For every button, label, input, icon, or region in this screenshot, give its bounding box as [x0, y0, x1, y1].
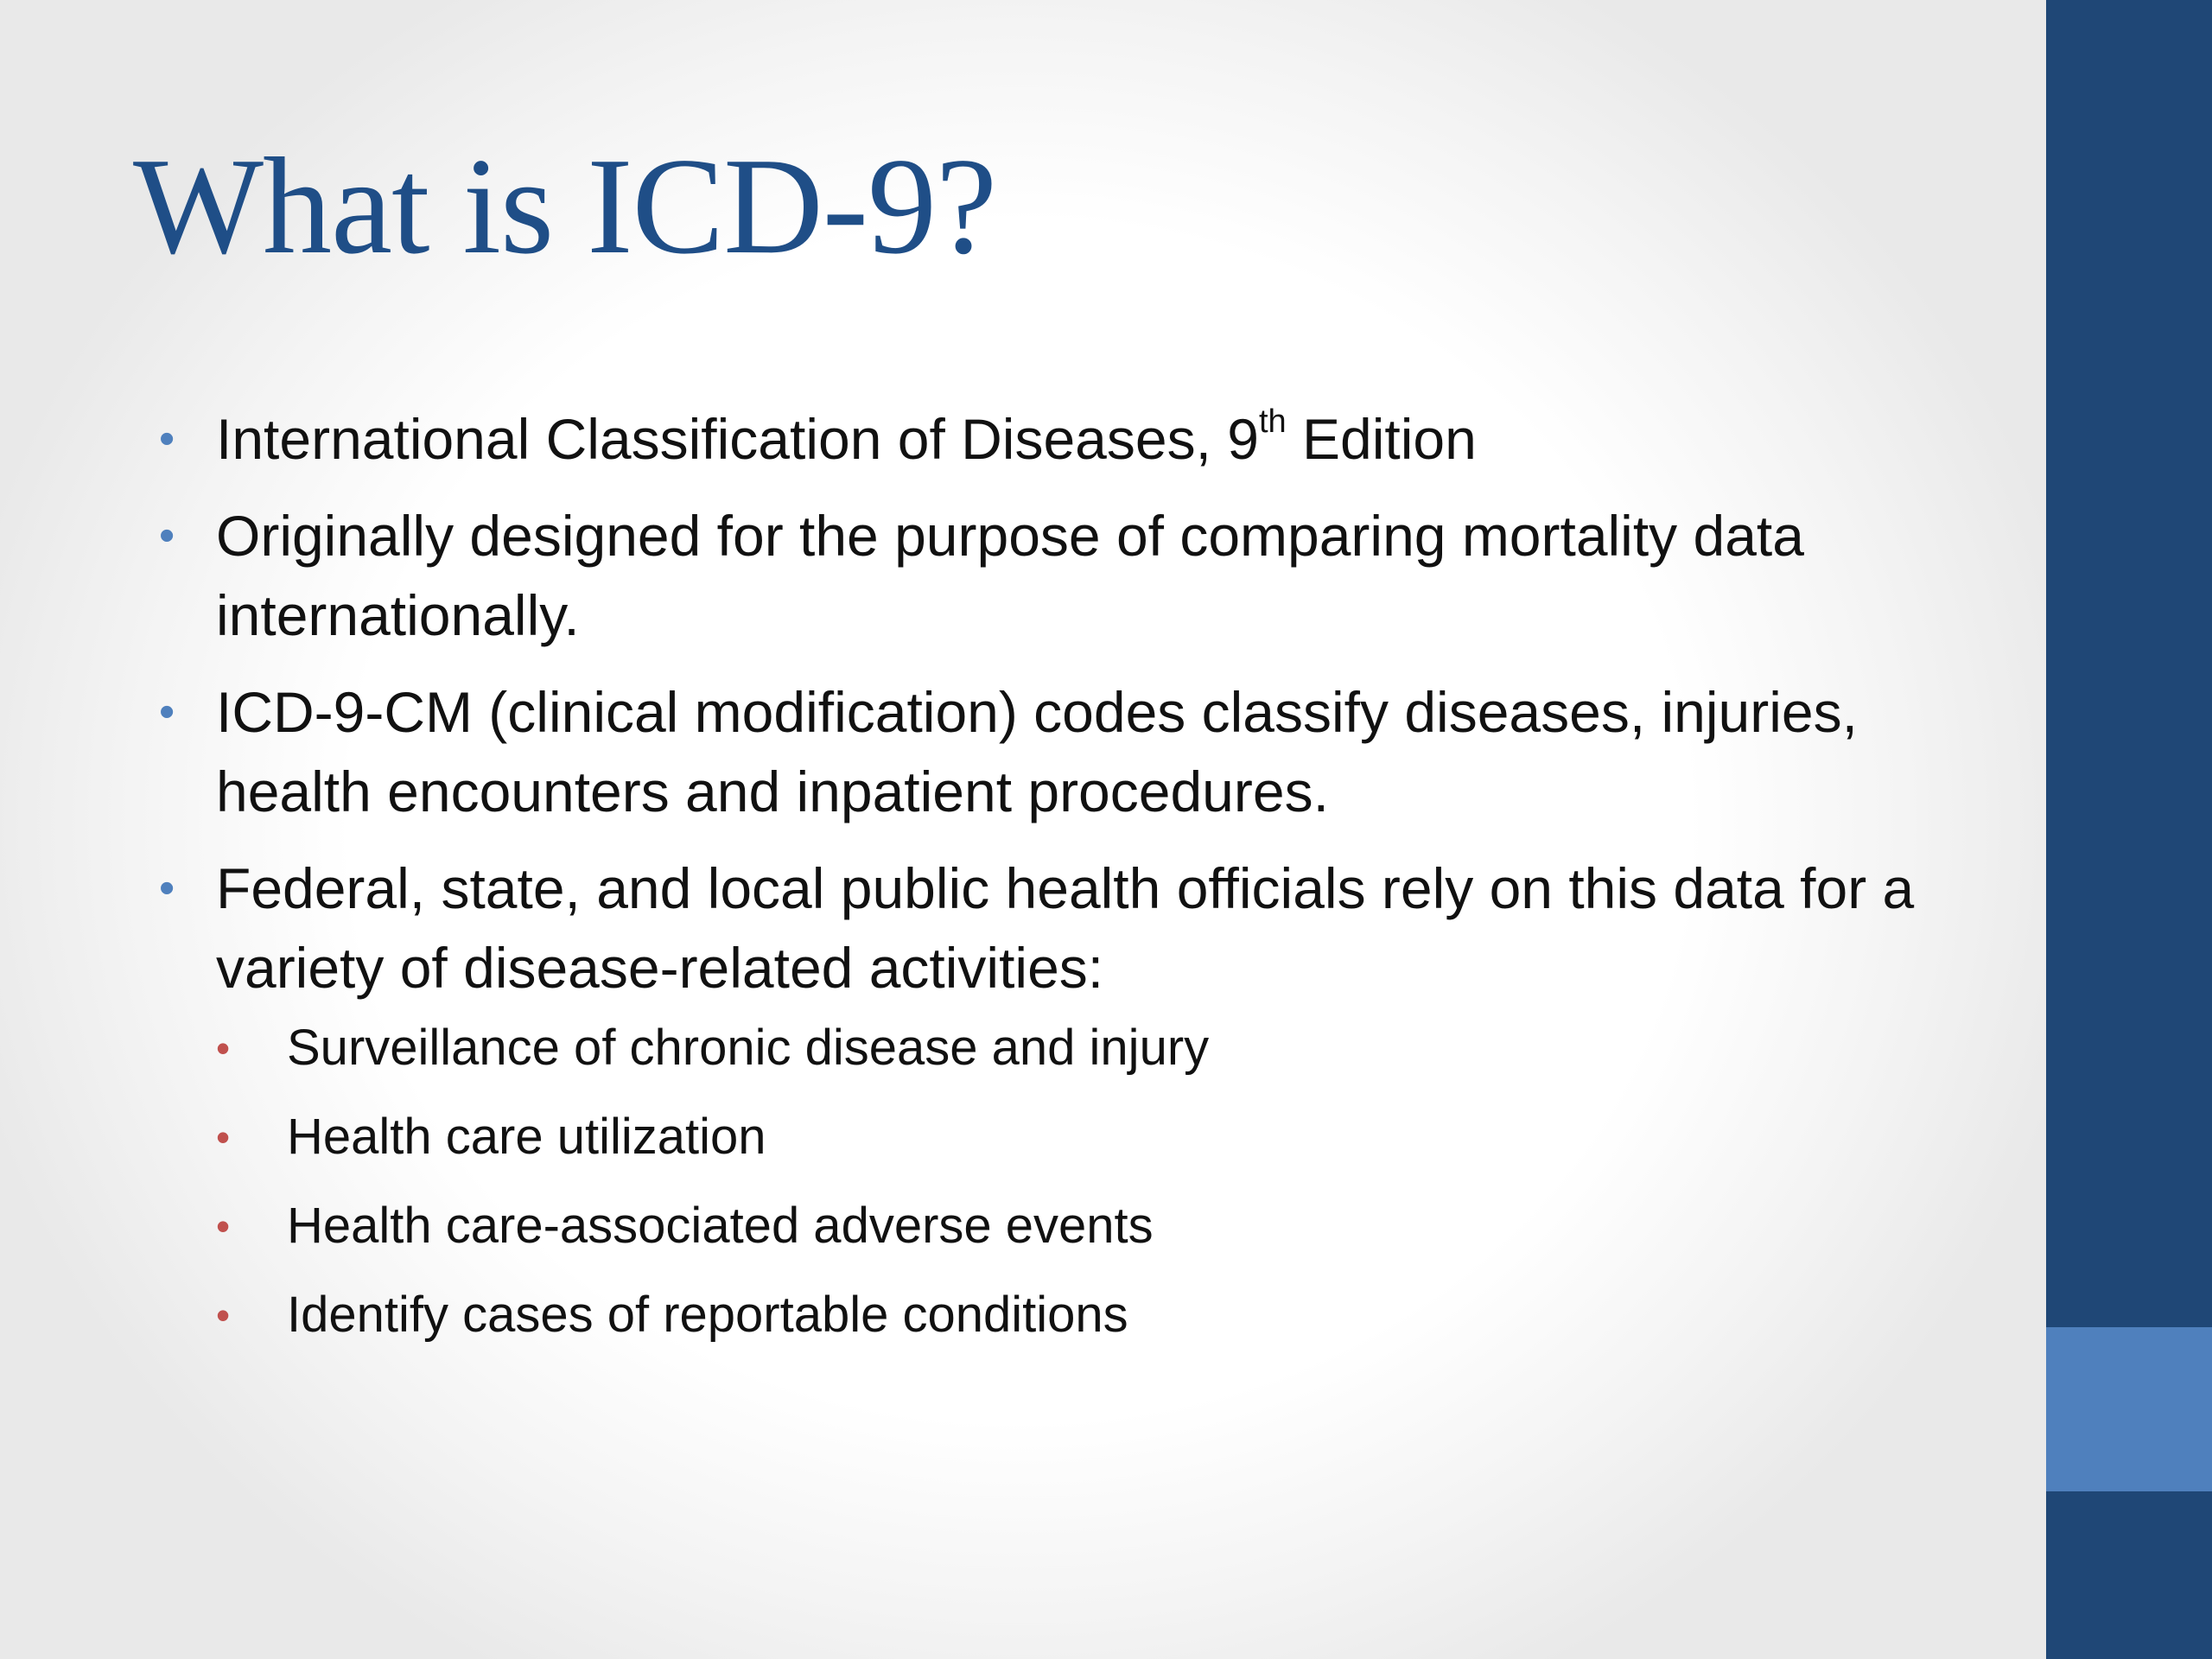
bullet-list	[152, 399, 1993, 1370]
sub-bullet-list	[216, 1014, 1993, 1349]
bullet-text: International Classification of Diseases, 9	[216, 407, 1259, 471]
bullet-text: ICD-9-CM (clinical modification) codes classify diseases, injuries, health encounters and inpatient procedures.	[216, 680, 1858, 823]
sub-bullet-dot-icon: •	[216, 1204, 231, 1249]
bullet-dot-icon: •	[159, 511, 175, 561]
sub-bullet-dot-icon: •	[216, 1115, 231, 1160]
sub-bullet-item	[216, 1281, 1993, 1349]
bullet-item-icd-definition	[152, 399, 1993, 479]
sub-bullet-item	[216, 1103, 1993, 1171]
bullet-text-suffix: Edition	[1286, 407, 1477, 471]
sub-bullet-text: Health care utilization	[287, 1109, 766, 1165]
bullet-dot-icon: •	[159, 863, 175, 913]
bullet-dot-icon: •	[159, 414, 175, 464]
bullet-item-icd-9-cm	[152, 672, 1993, 831]
bullet-item-original-purpose	[152, 496, 1993, 655]
bullet-item-public-health-uses	[152, 849, 1993, 1349]
bullet-dot-icon: •	[159, 687, 175, 737]
bullet-text: Federal, state, and local public health officials rely on this data for a variety of disease-related activities:	[216, 856, 1915, 1000]
sub-bullet-text: Identify cases of reportable conditions	[287, 1287, 1128, 1343]
sub-bullet-dot-icon: •	[216, 1026, 231, 1071]
sub-bullet-text: Health care-associated adverse events	[287, 1198, 1154, 1254]
side-accent-block	[2046, 1327, 2212, 1491]
slide-title: What is ICD-9?	[133, 129, 997, 283]
sub-bullet-dot-icon: •	[216, 1293, 231, 1338]
sub-bullet-item	[216, 1192, 1993, 1260]
bullet-text: Originally designed for the purpose of comparing mortality data internationally.	[216, 504, 1804, 647]
ordinal-superscript: th	[1258, 404, 1287, 440]
sub-bullet-text: Surveillance of chronic disease and injury	[287, 1020, 1210, 1076]
sub-bullet-item	[216, 1014, 1993, 1082]
